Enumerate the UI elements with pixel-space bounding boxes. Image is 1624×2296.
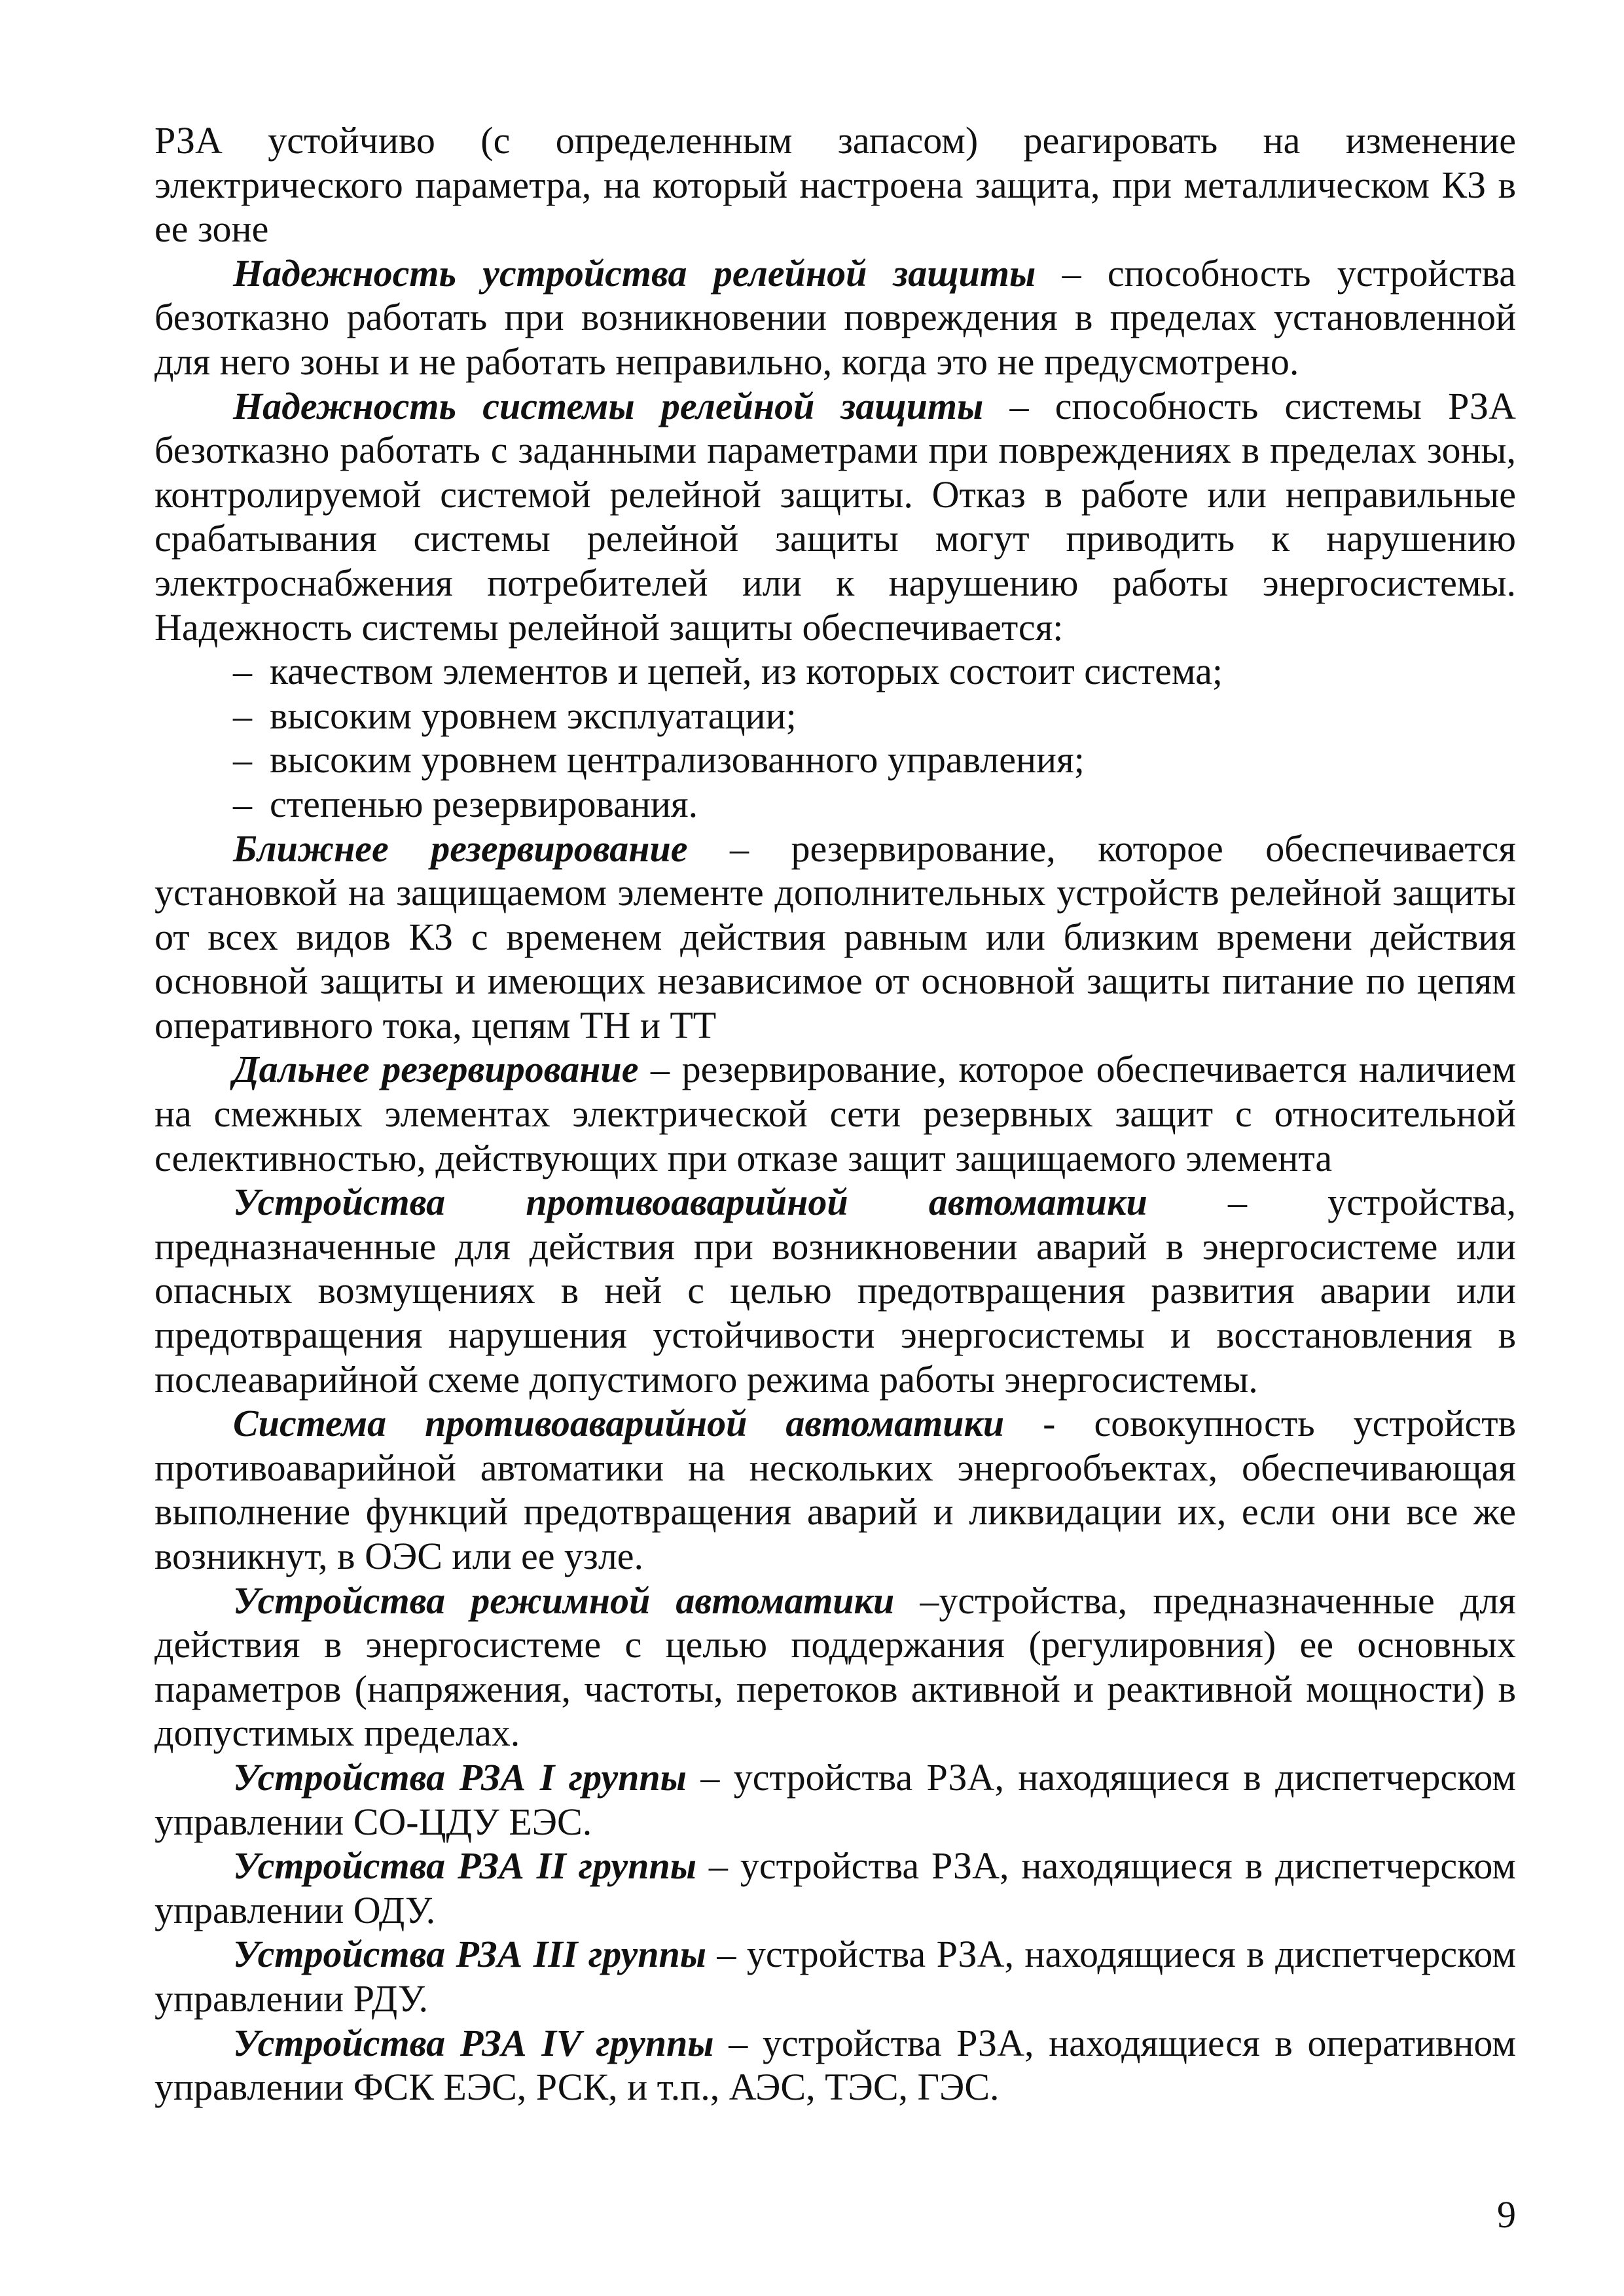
definition-term: Устройства режимной автоматики [233, 1579, 895, 1622]
list-item-text: высоким уровнем эксплуатации; [270, 694, 797, 737]
definition-text: – способность устройства безотказно работать при возникновении повреждения в пределах установленной для него зоны и не работать неправильно, когда это не предусмотрено. [154, 251, 1516, 383]
definition-text: – устройства РЗА, находящиеся в оперативном управлении ФСК ЕЭС, РСК, и т.п., АЭС, ТЭС, ГЭС. [154, 2021, 1516, 2109]
dash-bullet: – [233, 782, 252, 825]
definition-rza-group-1 [154, 1755, 1516, 1844]
definition-text: – устройства, предназначенные для действия при возникновении аварий в энергосистеме или опасных возмущениях в ней с целью предотвращения развития аварии или предотвращения нарушения устойчивости энергосистемы и восстановления в послеаварийной схеме допустимого режима работы энергосистемы. [154, 1181, 1516, 1401]
definition-text: – резервирование, которое обеспечивается наличием на смежных элементах электрической сети резервных защит с относительной селективностью, действующих при отказе защит защищаемого элемента [154, 1048, 1516, 1179]
list-item [154, 694, 1516, 738]
definition-term: Ближнее резервирование [233, 827, 688, 870]
definition-text: –устройства, предназначенные для действия в энергосистеме с целью поддержания (регулировния) ее основных параметров (напряжения, частоты, перетоков активной и реактивной мощности) в допустимых пределах. [154, 1579, 1516, 1755]
definition-rza-group-4 [154, 2021, 1516, 2109]
definition-text: – устройства РЗА, находящиеся в диспетчерском управлении СО-ЦДУ ЕЭС. [154, 1755, 1516, 1843]
definition-term: Устройства РЗА III группы [233, 1933, 706, 1976]
definition-remote-backup [154, 1047, 1516, 1180]
paragraph-text: РЗА устойчиво (с определенным запасом) реагировать на изменение электрического параметра, на который настроена защита, при металлическом КЗ в ее зоне [154, 119, 1516, 251]
definition-text: – резервирование, которое обеспечивается установкой на защищаемом элементе дополнительных устройств релейной защиты от всех видов КЗ с временем действия равным или близким времени действия основной защиты и имеющих независимое от основной защиты питание по цепям оперативного тока, цепям ТН и ТТ [154, 827, 1517, 1047]
list-item-text: качеством элементов и цепей, из которых состоит система; [270, 650, 1223, 693]
list-item [154, 738, 1516, 782]
page-body [154, 118, 1516, 2109]
definition-term: Устройства противоаварийной автоматики [233, 1181, 1147, 1224]
paragraph-continuation [154, 118, 1516, 251]
definition-text: – способность системы РЗА безотказно работать с заданными параметрами при повреждениях в пределах зоны, контролируемой системой релейной защиты. Отказ в работе или неправильные срабатывания системы релейной защиты могут приводить к нарушению электроснабжения потребителей или к нарушению работы энергосистемы. Надежность системы релейной защиты обеспечивается: [154, 384, 1517, 649]
definition-rza-group-2 [154, 1844, 1516, 1932]
definition-term: Устройства РЗА IV группы [233, 2021, 714, 2064]
definition-emergency-automation-system [154, 1401, 1516, 1578]
definition-text: - совокупность устройств противоаварийной автоматики на нескольких энергообъектах, обеспечивающая выполнение функций предотвращения аварий и ликвидации их, если они все же возникнут, в ОЭС или ее узле. [154, 1402, 1516, 1577]
definition-term: Устройства РЗА II группы [233, 1844, 696, 1888]
definition-device-reliability [154, 251, 1516, 384]
definition-emergency-automation-devices [154, 1180, 1516, 1401]
dash-bullet: – [233, 650, 252, 693]
dash-bullet: – [233, 694, 252, 737]
definition-text: – устройства РЗА, находящиеся в диспетчерском управлении РДУ. [154, 1933, 1516, 2020]
page-number: 9 [1497, 2193, 1516, 2236]
definition-term: Надежность устройства релейной защиты [233, 251, 1036, 295]
definition-near-backup [154, 827, 1516, 1048]
reliability-factors-list [154, 649, 1516, 826]
list-item-text: высоким уровнем централизованного управления; [270, 738, 1085, 781]
definition-term: Система противоаварийной автоматики [233, 1402, 1005, 1445]
definition-rza-group-3 [154, 1932, 1516, 2020]
definition-mode-automation-devices [154, 1579, 1516, 1755]
list-item [154, 782, 1516, 827]
definition-term: Устройства РЗА I группы [233, 1755, 687, 1799]
definition-text: – устройства РЗА, находящиеся в диспетчерском управлении ОДУ. [154, 1844, 1516, 1931]
dash-bullet: – [233, 738, 252, 781]
definition-term: Надежность системы релейной защиты [233, 384, 984, 427]
list-item-text: степенью резервирования. [270, 782, 698, 825]
definition-term: Дальнее резервирование [233, 1048, 639, 1091]
list-item [154, 649, 1516, 694]
definition-system-reliability [154, 384, 1516, 650]
